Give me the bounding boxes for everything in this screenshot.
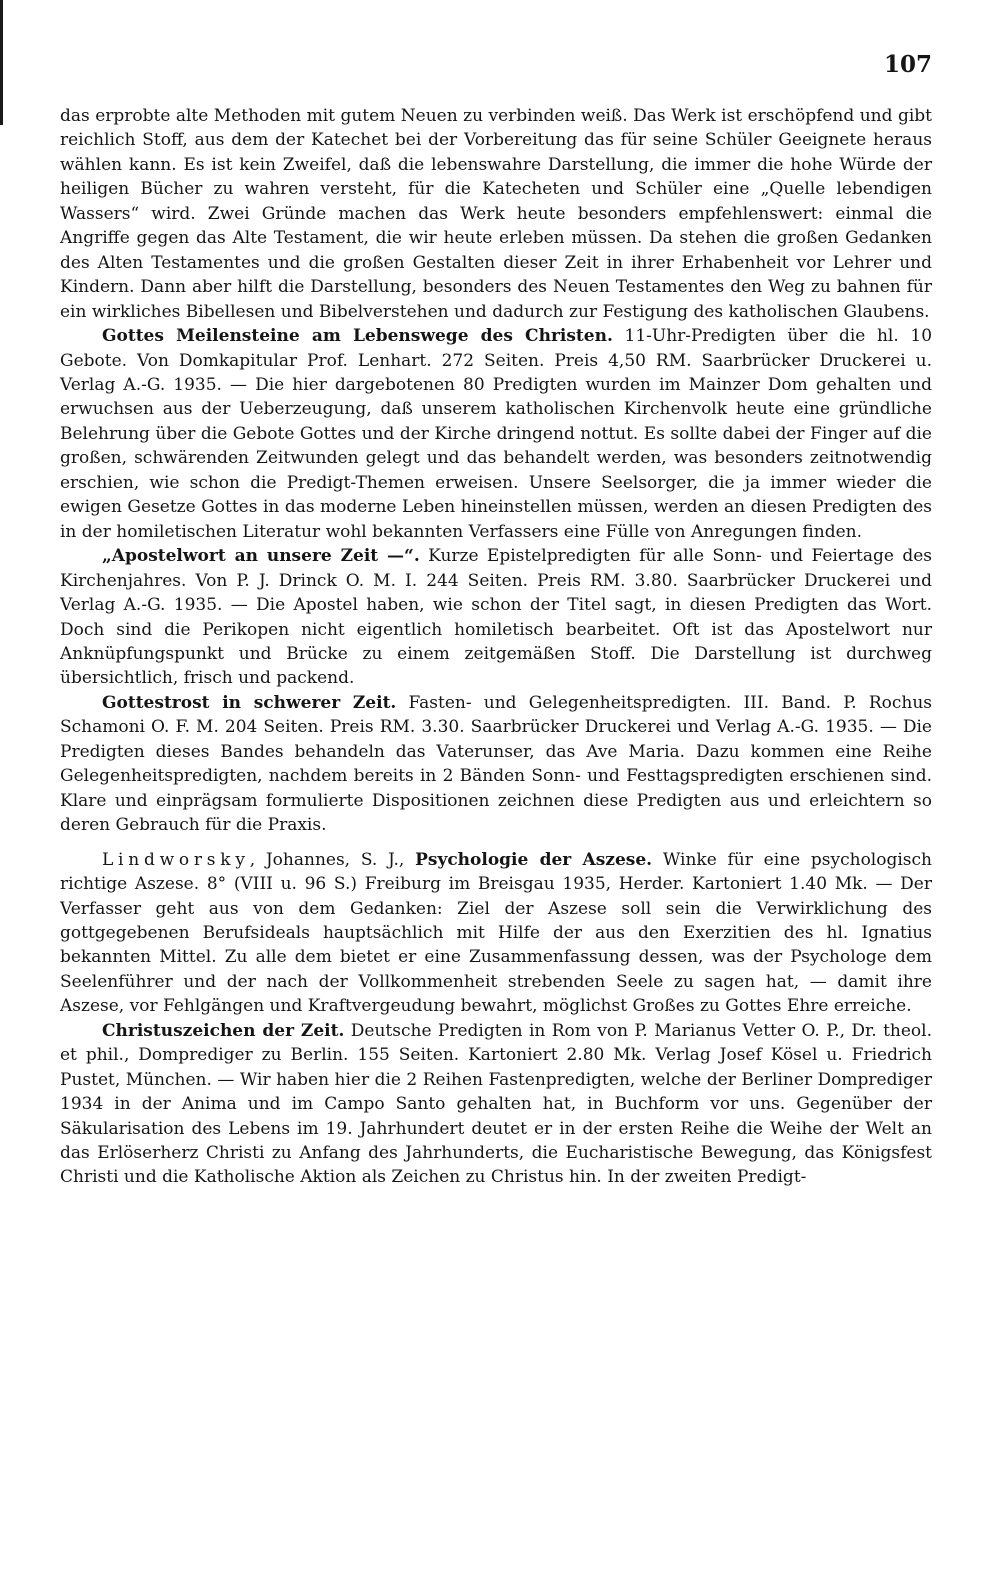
book-review-column [60, 104, 932, 1190]
author-details: , Johannes, S. J., [249, 849, 416, 870]
book-title: Gottestrost in schwerer Zeit. [102, 692, 397, 713]
review-gottestrost [60, 691, 932, 838]
review-gottes-meilensteine [60, 324, 932, 544]
paragraph-text: Deutsche Predigten in Rom von P. Marianus Vetter O. P., Dr. theol. et phil., Domprediger zu Berlin. 155 Seiten. Kartoniert 2.80 Mk. Verlag Josef Kösel u. Friedrich Pustet, München. — Wir haben hier die 2 Reihen Fastenpredigten, welche der Berliner Domprediger 1934 in der Anima und im Campo Santo gehalten hat, in Buchform vor uns. Gegenüber der Säkularisation des Lebens im 19. Jahrhundert deutet er in der ersten Reihe die Weihe der Welt an das Erlöserherz Christi zu Anfang des Jahrhunderts, die Eucharistische Bewegung, das Königsfest Christi und die Katholische Aktion als Zeichen zu Christus hin. In der zweiten Predigt- [60, 1020, 932, 1188]
book-title: Gottes Meilensteine am Lebenswege des Christen. [102, 326, 613, 347]
paragraph-text: das erprobte alte Methoden mit gutem Neuen zu verbinden weiß. Das Werk ist erschöpfend und gibt reichlich Stoff, aus dem der Katechet bei der Vorbereitung das für seine Schüler Geeignete heraus wählen kann. Es ist kein Zweifel, daß die lebenswahre Darstellung, die immer die hohe Würde der heiligen Bücher zu wahren versteht, für die Katecheten und Schüler eine „Quelle lebendigen Wassers“ wird. Zwei Gründe machen das Werk heute besonders empfehlenswert: einmal die Angriffe gegen das Alte Testament, die wir heute erleben müssen. Da stehen die großen Gedanken des Alten Testamentes und die großen Gestalten dieser Zeit in ihrer Erhabenheit vor Lehrer und Kindern. Dann aber hilft die Darstellung, besonders des Neuen Testamentes den Weg zu bahnen für ein wirkliches Bibellesen und Bibelverstehen und dadurch zur Festigung des katholischen Glaubens. [60, 106, 932, 322]
paragraph-text: Winke für eine psychologisch richtige Aszese. 8° (VIII u. 96 S.) Freiburg im Breisgau 1935, Herder. Kartoniert 1.40 Mk. — Der Verfasser geht aus von dem Gedanken: Ziel der Aszese soll sein die Verwirklichung des gottgegebenen Berufsideals hauptsächlich mit Hilfe der aus den Exerzitien des hl. Ignatius bekannten Mittel. Zu alle dem bietet er eine Zusammenfassung dessen, was der Psychologe dem Seelenführer und der nach der Vollkommenheit strebenden Seele zu sagen hat, — damit ihre Aszese, vor Fehlgängen und Kraftvergeudung bewahrt, möglichst Großes zu Gottes Ehre erreiche. [60, 849, 932, 1017]
author-name: Lindworsky [102, 849, 250, 870]
paragraph-text: 11-Uhr-Predigten über die hl. 10 Gebote. Von Domkapitular Prof. Lenhart. 272 Seiten. Preis 4,50 RM. Saarbrücker Druckerei u. Verlag A.-G. 1935. — Die hier dargebotenen 80 Predigten wurden im Mainzer Dom gehalten und erwuchsen aus der Ueberzeugung, daß unserem katholischen Kirchenvolk heute eine gründliche Belehrung über die Gebote Gottes und der Kirche dringend nottut. Es sollte dabei der Finger auf die großen, schwärenden Zeitwunden gelegt und das behandelt werden, was besonders zeitnotwendig erschien, wie schon die Predigt-Themen erweisen. Unsere Seelsorger, die ja immer wieder die ewigen Gesetze Gottes in das moderne Leben hineinstellen müssen, werden an diesen Predigten des in der homiletischen Literatur wohl bekannten Verfassers eine Fülle von Anregungen finden. [60, 326, 933, 542]
review-apostelwort [60, 544, 932, 691]
review-christuszeichen [60, 1019, 932, 1190]
book-title: Christuszeichen der Zeit. [102, 1020, 345, 1041]
page-edge-mark [0, 0, 3, 125]
paragraph-text: Kurze Epistelpredigten für alle Sonn- und Feiertage des Kirchenjahres. Von P. J. Drinck O. M. I. 244 Seiten. Preis RM. 3.80. Saarbrücker Druckerei und Verlag A.-G. 1935. — Die Apostel haben, wie schon der Titel sagt, in diesen Predigten das Wort. Doch sind die Perikopen nicht eigentlich homiletisch bearbeitet. Oft ist das Apostelwort nur Anknüpfungspunkt und Brücke zu einem zeitgemäßen Stoff. Die Darstellung ist durchweg übersichtlich, frisch und packend. [60, 546, 932, 689]
book-title: „Apostelwort an unsere Zeit —“. [102, 546, 420, 567]
page-number: 107 [883, 51, 932, 78]
review-psychologie-der-aszese [60, 848, 932, 1019]
review-continuation [60, 104, 932, 324]
book-title: Psychologie der Aszese. [415, 849, 653, 870]
paragraph-text: Fasten- und Gelegenheitspredigten. III. Band. P. Rochus Schamoni O. F. M. 204 Seiten. Preis RM. 3.30. Saarbrücker Druckerei und Verlag A.-G. 1935. — Die Predigten dieses Bandes behandeln das Vaterunser, das Ave Maria. Dazu kommen eine Reihe Gelegenheitspredigten, nachdem bereits in 2 Bänden Sonn- und Festtagspredigten erschienen sind. Klare und einprägsam formulierte Dispositionen zeichnen diese Predigten aus und erleichtern so deren Gebrauch für die Praxis. [60, 692, 932, 836]
